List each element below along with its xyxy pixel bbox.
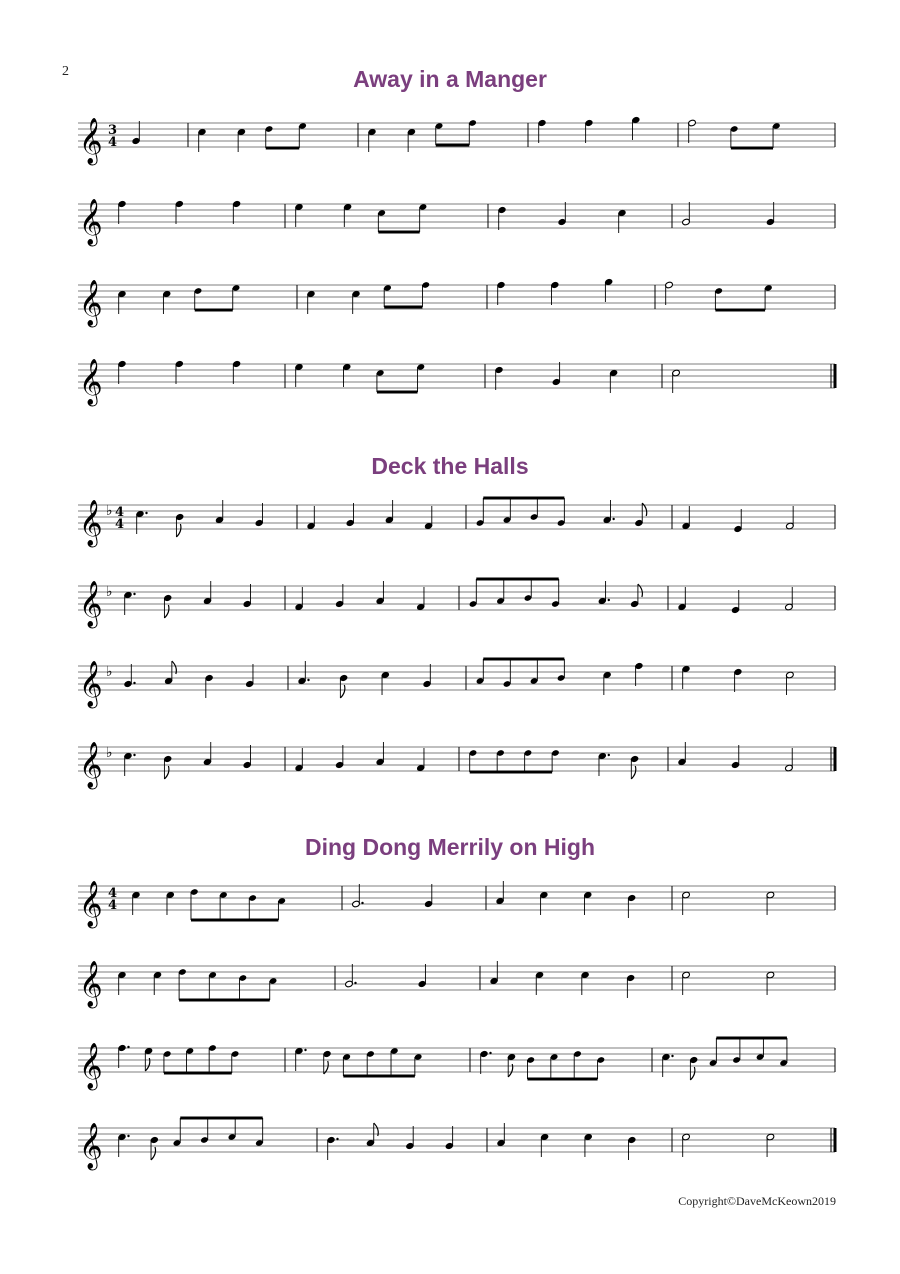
note <box>232 360 241 384</box>
staff-lines <box>78 581 835 629</box>
note <box>551 281 560 305</box>
note <box>626 974 635 998</box>
treble-clef-icon: 𝄞 <box>79 881 103 927</box>
note <box>132 121 141 145</box>
note <box>688 119 697 143</box>
note <box>245 664 254 688</box>
dot <box>307 679 309 681</box>
note <box>163 755 172 779</box>
dot <box>489 1052 491 1054</box>
note <box>583 891 592 915</box>
note <box>581 971 590 995</box>
flag <box>690 1067 695 1080</box>
song-title-deck-the-halls: Deck the Halls <box>371 453 529 479</box>
dot <box>127 1135 129 1137</box>
note <box>295 748 304 772</box>
note <box>237 128 246 152</box>
note <box>480 1050 492 1074</box>
note <box>118 360 127 384</box>
note <box>689 1056 698 1080</box>
key-signature-flat-icon: ♭ <box>106 584 113 600</box>
note <box>163 594 172 618</box>
treble-clef-icon: 𝄞 <box>79 1043 103 1089</box>
note <box>678 742 687 766</box>
note <box>381 671 390 695</box>
note <box>295 363 304 387</box>
note <box>682 202 691 226</box>
note <box>507 1053 516 1077</box>
note <box>376 742 385 766</box>
treble-clef-icon: 𝄞 <box>79 118 103 164</box>
note <box>497 1123 506 1147</box>
note <box>682 971 691 995</box>
note <box>407 128 416 152</box>
note <box>118 200 127 224</box>
note <box>604 278 613 302</box>
note <box>598 752 610 776</box>
dot <box>608 754 610 756</box>
dot <box>133 754 135 756</box>
staff-lines <box>78 661 835 709</box>
note <box>766 1133 775 1157</box>
note <box>603 500 615 524</box>
note <box>540 1133 549 1157</box>
staff-lines <box>78 500 835 548</box>
note <box>678 587 687 611</box>
note <box>175 200 184 224</box>
note <box>618 209 627 233</box>
note <box>416 587 425 611</box>
flag <box>631 766 636 779</box>
time-signature-denominator: 4 <box>108 135 118 150</box>
note <box>203 581 212 605</box>
treble-clef-icon: 𝄞 <box>79 199 103 245</box>
note <box>243 584 252 608</box>
dot <box>671 1055 673 1057</box>
staff-lines <box>78 881 835 929</box>
copyright-notice: Copyright©DaveMcKeown2019 <box>678 1194 836 1208</box>
note <box>232 200 241 224</box>
treble-clef-icon: 𝄞 <box>79 1123 103 1169</box>
dot <box>608 599 610 601</box>
note <box>682 1133 691 1157</box>
note <box>786 506 795 530</box>
note <box>497 281 506 305</box>
note <box>166 891 175 915</box>
note <box>682 665 691 689</box>
note <box>445 1126 454 1150</box>
dot <box>361 902 363 904</box>
note <box>298 661 310 685</box>
note <box>598 581 610 605</box>
note <box>665 281 674 305</box>
dot <box>336 1138 338 1140</box>
note <box>335 584 344 608</box>
treble-clef-icon: 𝄞 <box>79 500 103 546</box>
note <box>144 1047 153 1071</box>
dot <box>612 518 614 520</box>
note <box>376 581 385 605</box>
note <box>538 119 547 143</box>
note <box>342 363 351 387</box>
flag <box>340 685 345 698</box>
staff-lines <box>78 118 835 166</box>
dot <box>133 682 135 684</box>
flag <box>164 766 169 779</box>
note <box>418 964 427 988</box>
time-signature-numerator: 4 <box>108 886 118 901</box>
note <box>335 745 344 769</box>
note <box>153 971 162 995</box>
note <box>295 203 304 227</box>
note <box>785 587 794 611</box>
note <box>424 884 433 908</box>
note <box>118 1044 130 1068</box>
staff-lines <box>78 961 835 1009</box>
note <box>424 506 433 530</box>
note <box>496 881 505 905</box>
note <box>124 752 136 776</box>
dot <box>304 1049 306 1051</box>
note <box>416 748 425 772</box>
song-title-away-in-a-manger: Away in a Manger <box>353 66 547 92</box>
note <box>203 742 212 766</box>
note <box>734 668 743 692</box>
note <box>584 1133 593 1157</box>
staff-lines <box>78 359 835 407</box>
treble-clef-icon: 𝄞 <box>79 961 103 1007</box>
treble-clef-icon: 𝄞 <box>79 661 103 707</box>
page-number: 2 <box>62 64 69 79</box>
staff-lines <box>78 199 835 247</box>
note <box>535 971 544 995</box>
note <box>162 290 171 314</box>
note <box>498 206 507 230</box>
note <box>366 1123 378 1147</box>
note <box>352 290 361 314</box>
note <box>495 366 504 390</box>
note <box>662 1053 674 1077</box>
treble-clef-icon: 𝄞 <box>79 359 103 405</box>
note <box>766 971 775 995</box>
note <box>346 503 355 527</box>
treble-clef-icon: 𝄞 <box>79 742 103 788</box>
note <box>339 674 348 698</box>
note <box>630 755 639 779</box>
note <box>766 891 775 915</box>
dot <box>145 512 147 514</box>
note <box>124 591 136 615</box>
note <box>423 664 432 688</box>
note <box>215 500 224 524</box>
note <box>118 290 127 314</box>
time-signature-numerator: 3 <box>108 123 118 138</box>
note <box>385 500 394 524</box>
note <box>136 510 148 534</box>
note <box>734 509 743 533</box>
note <box>632 116 641 140</box>
note <box>343 203 352 227</box>
key-signature-flat-icon: ♭ <box>106 745 113 761</box>
dot <box>133 593 135 595</box>
note <box>132 891 141 915</box>
note <box>785 748 794 772</box>
note <box>164 661 176 685</box>
time-signature-numerator: 4 <box>115 505 125 520</box>
key-signature-flat-icon: ♭ <box>106 664 113 680</box>
time-signature-denominator: 4 <box>115 517 125 532</box>
note <box>731 590 740 614</box>
note <box>406 1126 415 1150</box>
note <box>540 891 549 915</box>
note <box>255 503 264 527</box>
treble-clef-icon: 𝄞 <box>79 280 103 326</box>
note <box>295 1047 307 1071</box>
dot <box>354 982 356 984</box>
note <box>307 290 316 314</box>
note <box>175 513 184 537</box>
note <box>766 202 775 226</box>
flag <box>151 1147 156 1160</box>
note <box>490 961 499 985</box>
note <box>307 506 316 530</box>
note <box>609 369 618 393</box>
note <box>786 671 795 695</box>
note <box>205 674 214 698</box>
note <box>198 128 207 152</box>
note <box>627 894 636 918</box>
flag <box>164 605 169 618</box>
song-title-ding-dong-merrily-on-high: Ding Dong Merrily on High <box>304 834 596 860</box>
staff-lines <box>78 742 835 790</box>
note <box>243 745 252 769</box>
note <box>552 362 561 386</box>
note <box>175 360 184 384</box>
note <box>118 971 127 995</box>
time-signature-denominator: 4 <box>108 898 118 913</box>
note <box>327 1136 339 1160</box>
note <box>672 369 681 393</box>
treble-clef-icon: 𝄞 <box>79 581 103 627</box>
note <box>628 1136 637 1160</box>
note <box>585 119 594 143</box>
note <box>603 671 612 695</box>
note <box>682 891 691 915</box>
note <box>731 745 740 769</box>
note <box>323 1050 332 1074</box>
dot <box>127 1046 129 1048</box>
note <box>295 587 304 611</box>
key-signature-flat-icon: ♭ <box>106 503 113 519</box>
note <box>368 128 377 152</box>
note <box>118 1133 130 1157</box>
staff-lines <box>78 1123 835 1171</box>
note <box>558 202 567 226</box>
flag <box>176 524 181 537</box>
note <box>635 662 644 686</box>
note <box>150 1136 159 1160</box>
note <box>682 506 691 530</box>
staff-lines <box>78 280 835 328</box>
